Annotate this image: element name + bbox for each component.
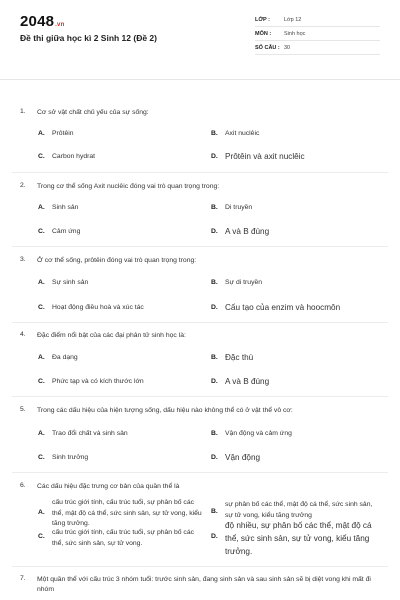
question-1 <box>20 108 382 120</box>
question-number: 3. <box>20 256 26 263</box>
question-number: 4. <box>20 331 26 338</box>
question-2 <box>20 182 382 194</box>
option-text: Sinh sản <box>52 204 79 211</box>
option-letter: C. <box>38 304 45 311</box>
option-letter: A. <box>38 130 45 137</box>
option-letter: C. <box>38 378 45 385</box>
question-divider <box>12 246 388 247</box>
option-text: Di truyền <box>225 204 253 211</box>
option-text: A và B đúng <box>225 377 270 386</box>
question-text: Đặc điểm nổi bật của các đại phân tử sinh học là: <box>37 332 186 339</box>
question-3 <box>20 256 382 268</box>
meta-class-value: Lớp 12 <box>284 17 302 23</box>
question-text: Cơ sở vật chất chủ yếu của sự sống: <box>37 109 149 116</box>
option-text: Sự sinh sản <box>52 279 89 286</box>
option-letter: A. <box>38 279 45 286</box>
option-text: Vận động <box>225 453 261 462</box>
option-text: Prôtêin và axit nuclêic <box>225 152 305 161</box>
option-text: Axit nuclêic <box>225 130 260 137</box>
option-letter: B. <box>211 508 218 515</box>
question-text: Ở cơ thể sống, prôtêin đóng vai trò quan trọng trong: <box>37 257 197 264</box>
option-letter: D. <box>211 304 218 311</box>
question-divider <box>12 172 388 173</box>
option-letter: A. <box>38 354 45 361</box>
question-5 <box>20 406 382 418</box>
option-text: Cấu tạo của enzim và hoocmôn <box>225 303 341 312</box>
option-text: Trao đổi chất và sinh sản <box>52 430 128 437</box>
option-letter: B. <box>211 430 218 437</box>
option-text: Carbon hydrat <box>52 153 96 160</box>
question-number: 1. <box>20 108 26 115</box>
option-letter: A. <box>38 430 45 437</box>
site-logo[interactable] <box>20 13 64 30</box>
option-letter: A. <box>38 509 45 516</box>
option-letter: C. <box>38 228 45 235</box>
option-text: Hoạt động điều hoà và xúc tác <box>52 304 144 311</box>
option-text: sự phân bố các thể, mật độ cá thể, sức sinh sản, sự tử vong, kiểu tăng trưởng <box>225 501 373 519</box>
option-6d[interactable] <box>211 519 383 559</box>
option-letter: A. <box>38 204 45 211</box>
option-letter: B. <box>211 204 218 211</box>
option-letter: C. <box>38 533 45 540</box>
option-letter: D. <box>211 228 218 235</box>
meta-count-label: SỐ CÂU : <box>255 45 280 51</box>
option-text: Đa dạng <box>52 354 78 361</box>
option-letter: B. <box>211 130 218 137</box>
option-text: Cảm ứng <box>52 228 81 235</box>
question-number: 6. <box>20 482 26 489</box>
option-text: Prôtêin <box>52 130 74 137</box>
question-number: 7. <box>20 575 26 582</box>
question-divider <box>12 472 388 473</box>
exam-title: Đề thi giữa học kì 2 Sinh 12 (Đề 2) <box>20 33 157 43</box>
question-text: Trong các dấu hiệu của hiện tượng sống, dấu hiệu nào không thể có ở vật thể vô cơ: <box>37 407 293 414</box>
option-letter: D. <box>211 454 218 461</box>
option-text: cấu trúc giới tính, cấu trúc tuổi, sự phân bố các thể, mật độ cá thể, sức sinh sản, sự tử vong, kiểu tăng trưởng. <box>52 499 202 527</box>
option-text: độ nhiều, sự phân bố các thể, mật độ cá thể, sức sinh sản, sự tử vong, kiểu tăng trưởng. <box>225 521 372 556</box>
option-text: Vận động và cảm ứng <box>225 430 292 437</box>
meta-class-row <box>255 14 380 27</box>
logo-text[interactable]: 2048 <box>20 13 55 30</box>
option-text: Sự di truyền <box>225 279 263 286</box>
option-text: Đặc thù <box>225 353 254 362</box>
option-text: A và B đúng <box>225 227 270 236</box>
option-letter: B. <box>211 279 218 286</box>
option-letter: D. <box>211 378 218 385</box>
option-letter: D. <box>211 533 218 540</box>
option-text: cấu trúc giới tính, cấu trúc tuổi, sự phân bố các thể, sức sinh sản, sự tử vong. <box>52 529 194 547</box>
option-text: Sinh trưởng <box>52 454 89 461</box>
option-letter: C. <box>38 454 45 461</box>
meta-count-row <box>255 42 380 55</box>
option-text: Phức tạp và có kích thước lớn <box>52 378 144 385</box>
option-letter: D. <box>211 153 218 160</box>
question-divider <box>12 322 388 323</box>
meta-count-value: 30 <box>284 45 291 51</box>
question-4 <box>20 331 382 343</box>
meta-subject-row <box>255 28 380 41</box>
question-6 <box>20 482 382 494</box>
option-letter: B. <box>211 354 218 361</box>
question-number: 5. <box>20 406 26 413</box>
question-text: Trong cơ thể sống Axit nuclêic đóng vai trò quan trọng trong: <box>37 183 220 190</box>
question-text: Các dấu hiệu đặc trưng cơ bản của quần thể là <box>37 483 180 490</box>
meta-class-label: LỚP : <box>255 17 270 23</box>
question-divider <box>12 566 388 567</box>
option-6c[interactable] <box>38 528 206 556</box>
option-letter: C. <box>38 153 45 160</box>
exam-header <box>0 0 400 80</box>
question-number: 2. <box>20 182 26 189</box>
question-text: Một quần thể với cấu trúc 3 nhóm tuổi: trước sinh sản, đang sinh sản và sau sinh sản sẽ bị diệt vong khi mất đi nhóm <box>37 576 371 593</box>
logo-suffix[interactable]: .vn <box>55 22 65 28</box>
question-7 <box>20 575 382 593</box>
meta-subject-label: MÔN : <box>255 31 272 37</box>
question-divider <box>12 396 388 397</box>
meta-subject-value: Sinh học <box>284 31 306 37</box>
